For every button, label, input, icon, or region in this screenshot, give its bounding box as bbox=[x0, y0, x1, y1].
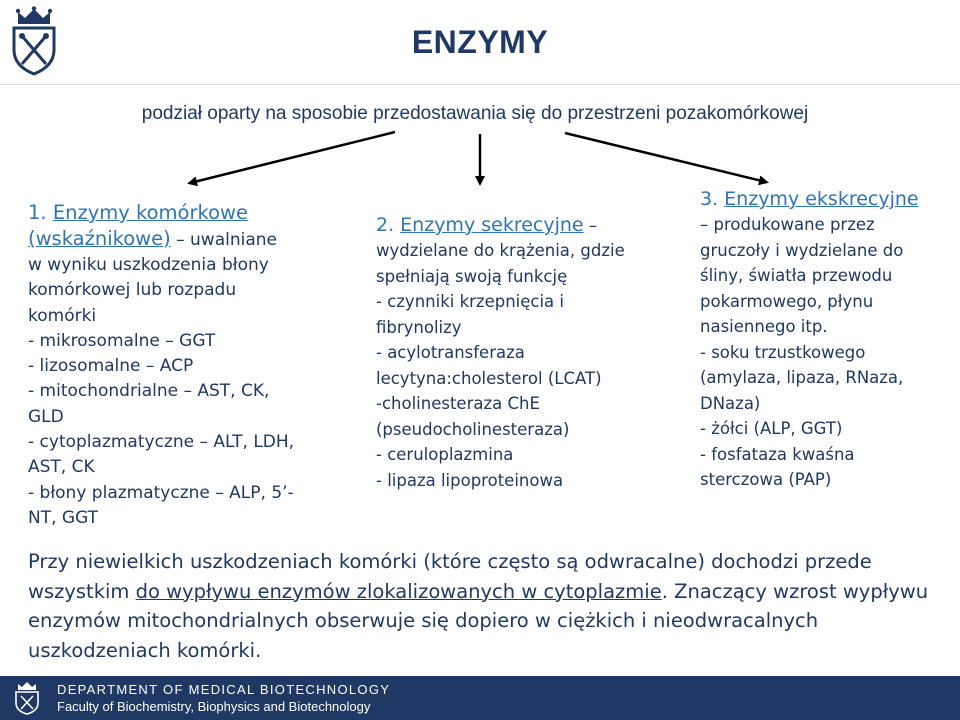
list-item: fibrynolizy bbox=[376, 317, 462, 337]
column-excretory-enzymes bbox=[700, 187, 940, 493]
page-title: ENZYMY bbox=[411, 24, 549, 60]
heading-underlined: (wskaźnikowe) bbox=[28, 227, 171, 250]
list-item: śliny, światła przewodu bbox=[700, 266, 893, 285]
footer-department: DEPARTMENT OF MEDICAL BIOTECHNOLOGY bbox=[57, 682, 391, 697]
list-item: komórkowej lub rozpadu bbox=[28, 280, 237, 301]
list-item: AST, CK bbox=[28, 457, 95, 478]
list-item: NT, GGT bbox=[28, 507, 99, 528]
list-item: - mitochondrialne – AST, CK, bbox=[28, 381, 270, 402]
slide-header bbox=[0, 0, 960, 84]
list-item: - czynniki krzepnięcia i bbox=[376, 292, 564, 311]
list-item: - fosfataza kwaśna bbox=[700, 444, 855, 464]
list-item: spełniają swoją funkcję bbox=[376, 266, 568, 286]
heading-underlined: Enzymy sekrecyjne bbox=[400, 214, 584, 236]
column-heading-cont: (wskaźnikowe) – uwalniane bbox=[28, 227, 277, 250]
list-item: sterczowa (PAP) bbox=[700, 470, 832, 489]
list-item: w wyniku uszkodzenia błony bbox=[28, 255, 269, 275]
list-item: DNaza) bbox=[700, 393, 761, 413]
header-divider bbox=[0, 84, 960, 85]
list-item: - błony plazmatyczne – ALP, 5’- bbox=[28, 482, 294, 503]
column-heading: 1. Enzymy komórkowe bbox=[28, 201, 248, 224]
list-item: pokarmowego, płynu bbox=[700, 291, 874, 311]
list-item: wydzielane do krążenia, gdzie bbox=[376, 241, 625, 260]
list-item: lecytyna:cholesterol (LCAT) bbox=[376, 368, 602, 388]
list-item: - żółci (ALP, GGT) bbox=[700, 419, 843, 438]
list-item: gruczoły i wydzielane do bbox=[700, 240, 904, 260]
list-item: - cytoplazmatyczne – ALT, LDH, bbox=[28, 432, 295, 453]
list-item: GLD bbox=[28, 406, 64, 427]
column-cellular-enzymes bbox=[28, 200, 328, 531]
arrow-left bbox=[190, 132, 395, 183]
summary-note: Przy niewielkich uszkodzeniach komórki (które często są odwracalne) dochodzi przede wszystkim do wypływu enzymów zlokalizowanych w cytoplazmie. Znaczący wzrost wypływu enzymów mitochondrialnych obserwuje się dopiero w ciężkich i nieodwracalnych uszkodzeniach komórki. bbox=[28, 550, 929, 662]
list-item: – produkowane przez bbox=[700, 215, 875, 234]
list-item: komórki bbox=[28, 305, 97, 326]
list-item: (amylaza, lipaza, RNaza, bbox=[700, 368, 904, 387]
subtitle: podział oparty na sposobie przedostawania się do przestrzeni pozakomórkowej bbox=[141, 103, 809, 124]
footer-bar bbox=[0, 676, 960, 720]
list-item: - acylotransferaza bbox=[376, 343, 525, 362]
list-item: -cholinesteraza ChE bbox=[376, 394, 540, 413]
university-crest-icon bbox=[14, 681, 40, 715]
list-item: - soku trzustkowego bbox=[700, 342, 866, 362]
footer-faculty: Faculty of Biochemistry, Biophysics and Biotechnology bbox=[57, 699, 371, 714]
list-item: nasiennego itp. bbox=[700, 317, 828, 336]
list-item: - lipaza lipoproteinowa bbox=[376, 470, 564, 490]
column-heading: 3. Enzymy ekskrecyjne bbox=[700, 188, 919, 210]
arrow-right bbox=[565, 133, 766, 182]
list-item: - lizosomalne – ACP bbox=[28, 356, 194, 377]
heading-underlined: Enzymy ekskrecyjne bbox=[724, 188, 919, 210]
heading-underlined: Enzymy komórkowe bbox=[52, 201, 248, 224]
column-heading: 2. Enzymy sekrecyjne – bbox=[376, 214, 598, 236]
list-item: - mikrosomalne – GGT bbox=[28, 330, 216, 351]
list-item: - ceruloplazmina bbox=[376, 445, 514, 464]
column-secretory-enzymes bbox=[376, 213, 666, 493]
branch-arrows bbox=[0, 125, 960, 195]
list-item: (pseudocholinesteraza) bbox=[376, 419, 570, 439]
note-underlined: do wypływu enzymów zlokalizowanych w cytoplazmie bbox=[135, 579, 662, 603]
